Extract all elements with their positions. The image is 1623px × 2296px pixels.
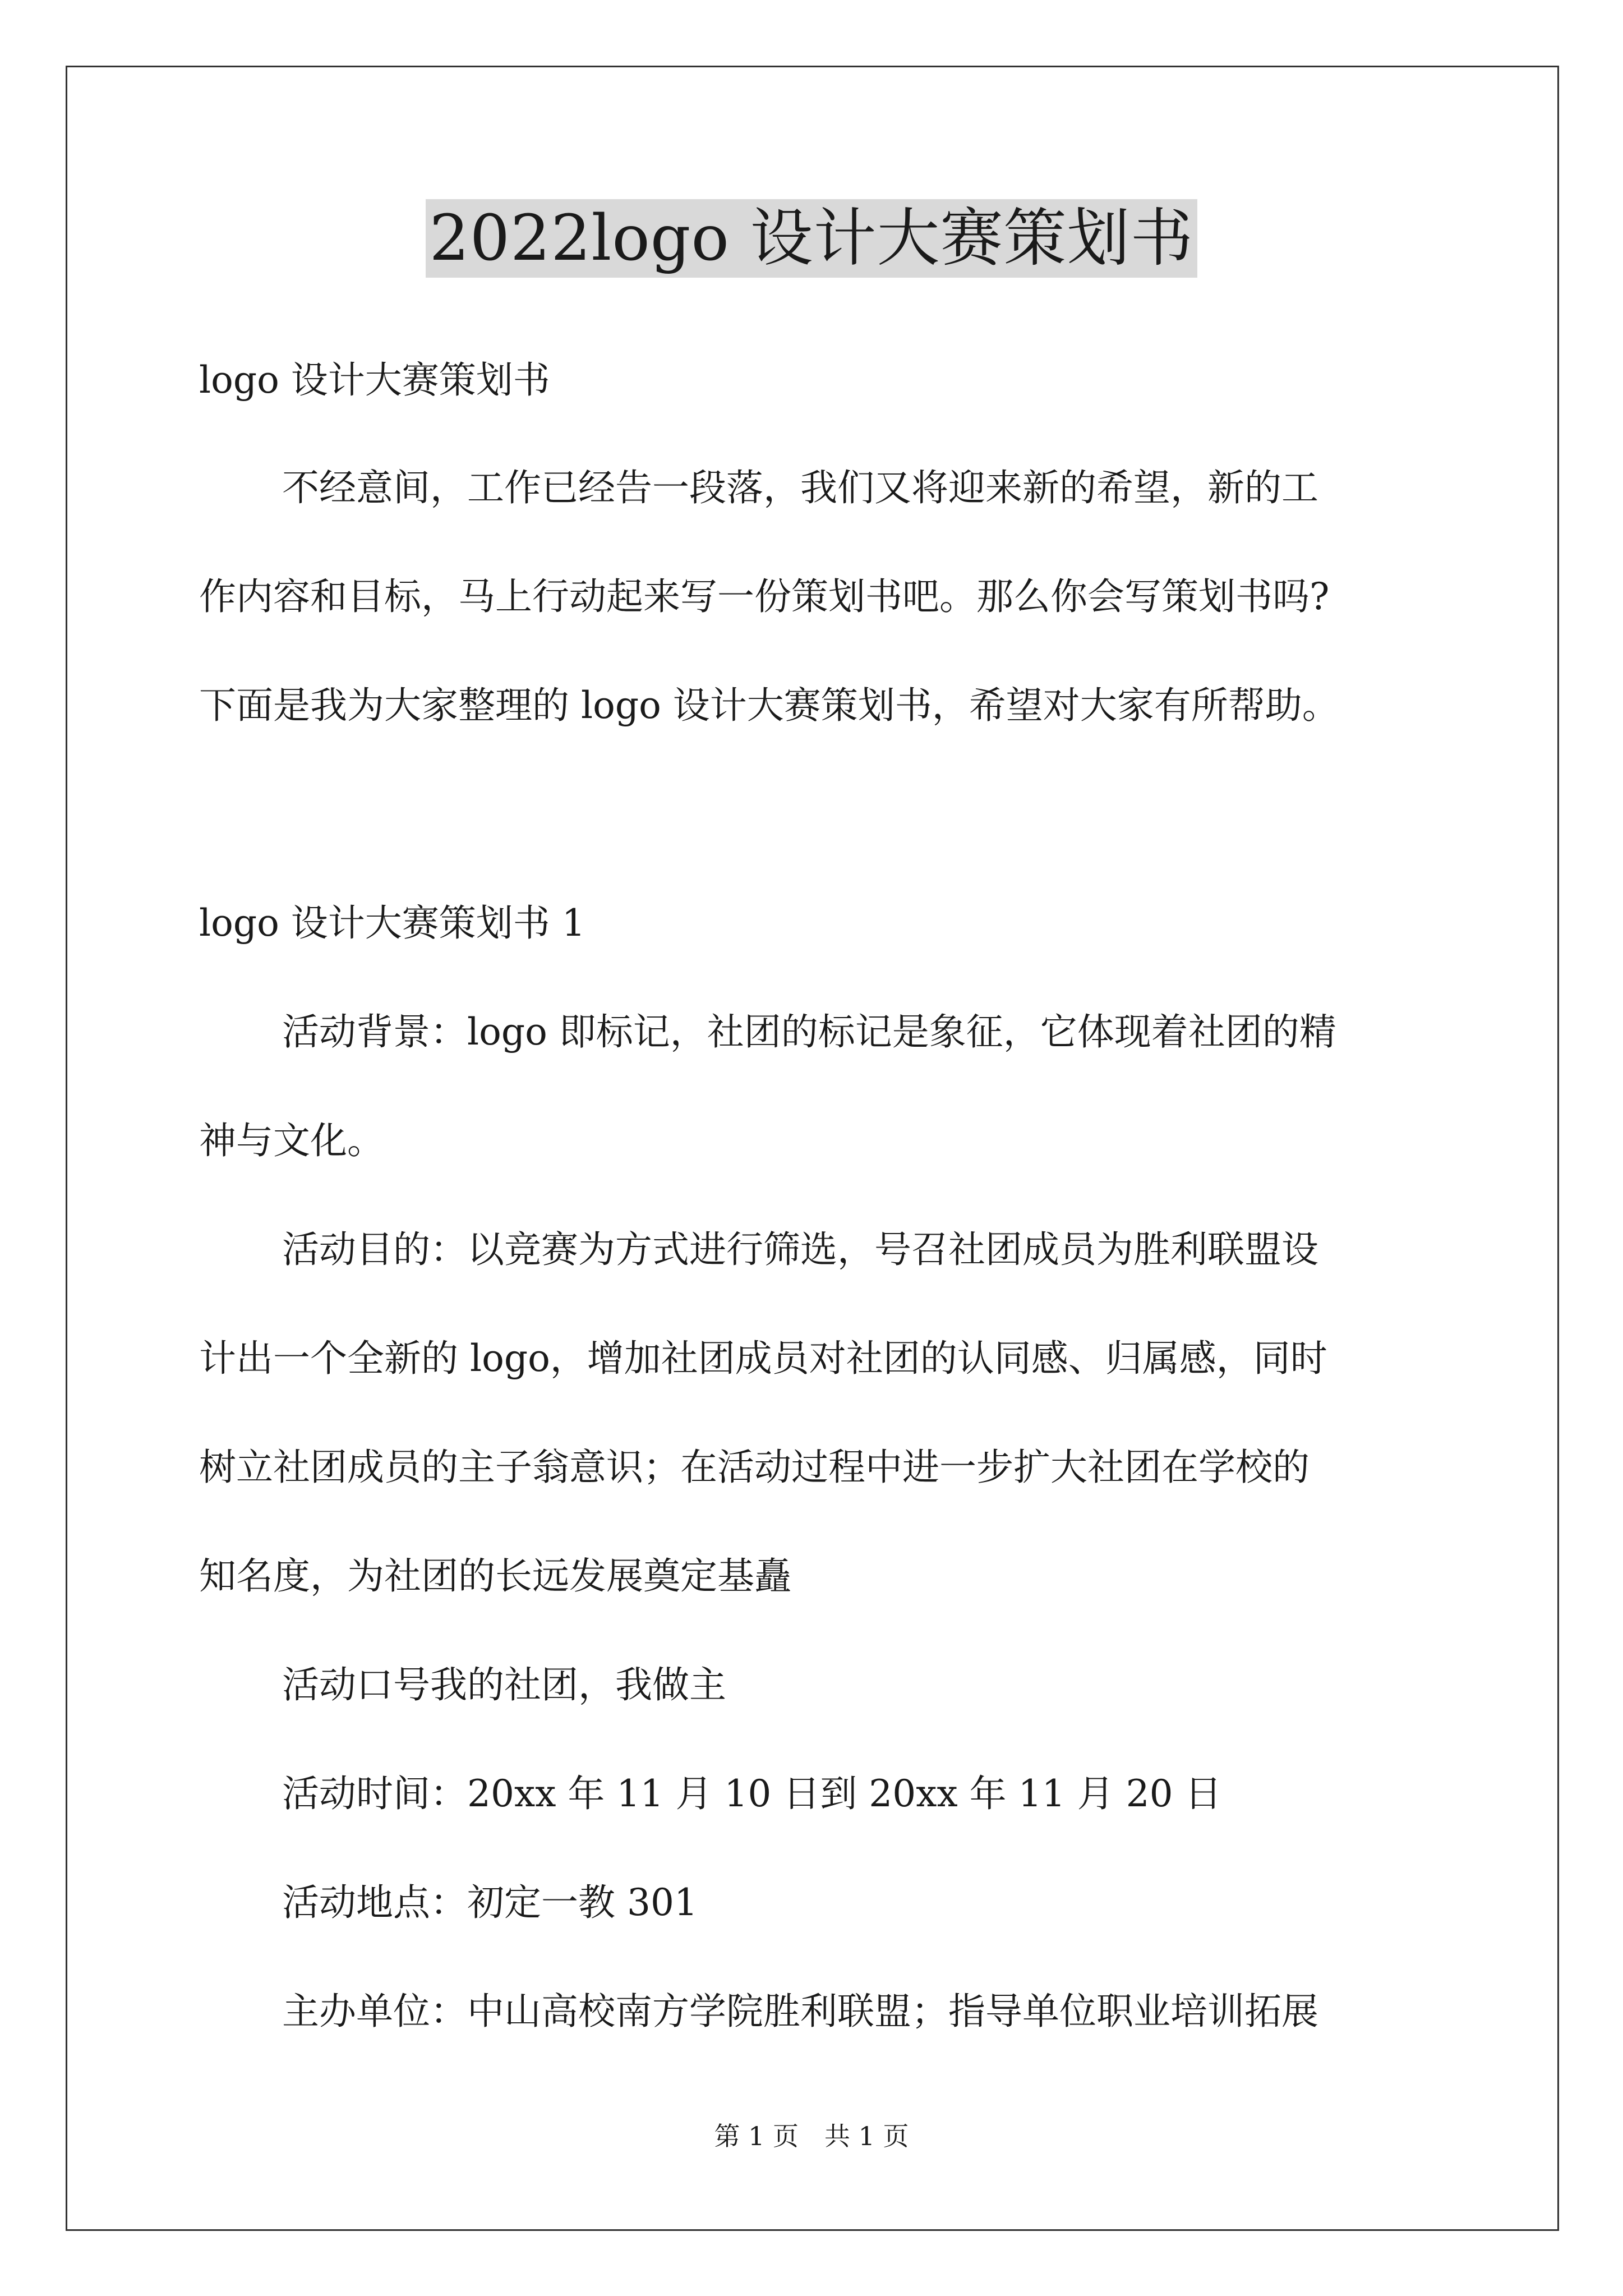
- document-title: 2022logo 设计大赛策划书: [426, 199, 1197, 278]
- intro-line-3: 下面是我为大家整理的 logo 设计大赛策划书，希望对大家有所帮助。: [199, 684, 1339, 727]
- background-paragraph: [199, 1004, 1433, 1222]
- organizer-line: 主办单位：中山高校南方学院胜利联盟；指导单位职业培训拓展: [282, 1990, 1318, 2033]
- intro-line-1: 不经意间，工作已经告一段落，我们又将迎来新的希望，新的工: [282, 466, 1318, 509]
- purpose-line-4: 知名度，为社团的长远发展奠定基矗: [199, 1554, 791, 1598]
- background-line-2: 神与文化。: [199, 1119, 384, 1162]
- purpose-line-2: 计出一个全新的 logo，增加社团成员对社团的认同感、归属感，同时: [199, 1337, 1327, 1380]
- purpose-line-1: 活动目的：以竞赛为方式进行筛选，号召社团成员为胜利联盟设: [282, 1228, 1318, 1271]
- purpose-line-3: 树立社团成员的主子翁意识；在活动过程中进一步扩大社团在学校的: [199, 1446, 1310, 1489]
- intro-line-2: 作内容和目标，马上行动起来写一份策划书吧。那么你会写策划书吗?: [199, 575, 1330, 618]
- purpose-paragraph: [199, 1222, 1433, 1657]
- title-container: [0, 199, 1623, 278]
- time-line: 活动时间：20xx 年 11 月 10 日到 20xx 年 11 月 20 日: [282, 1772, 1222, 1815]
- slogan-line: 活动口号我的社团，我做主: [282, 1663, 726, 1706]
- page-footer: 第 1 页 共 1 页: [714, 2121, 909, 2151]
- location-line: 活动地点：初定一教 301: [282, 1881, 698, 1924]
- intro-paragraph: [199, 460, 1433, 786]
- subtitle: logo 设计大赛策划书: [199, 358, 550, 402]
- section-1-heading: logo 设计大赛策划书 1: [199, 901, 585, 945]
- background-line-1: 活动背景：logo 即标记，社团的标记是象征，它体现着社团的精: [282, 1010, 1336, 1053]
